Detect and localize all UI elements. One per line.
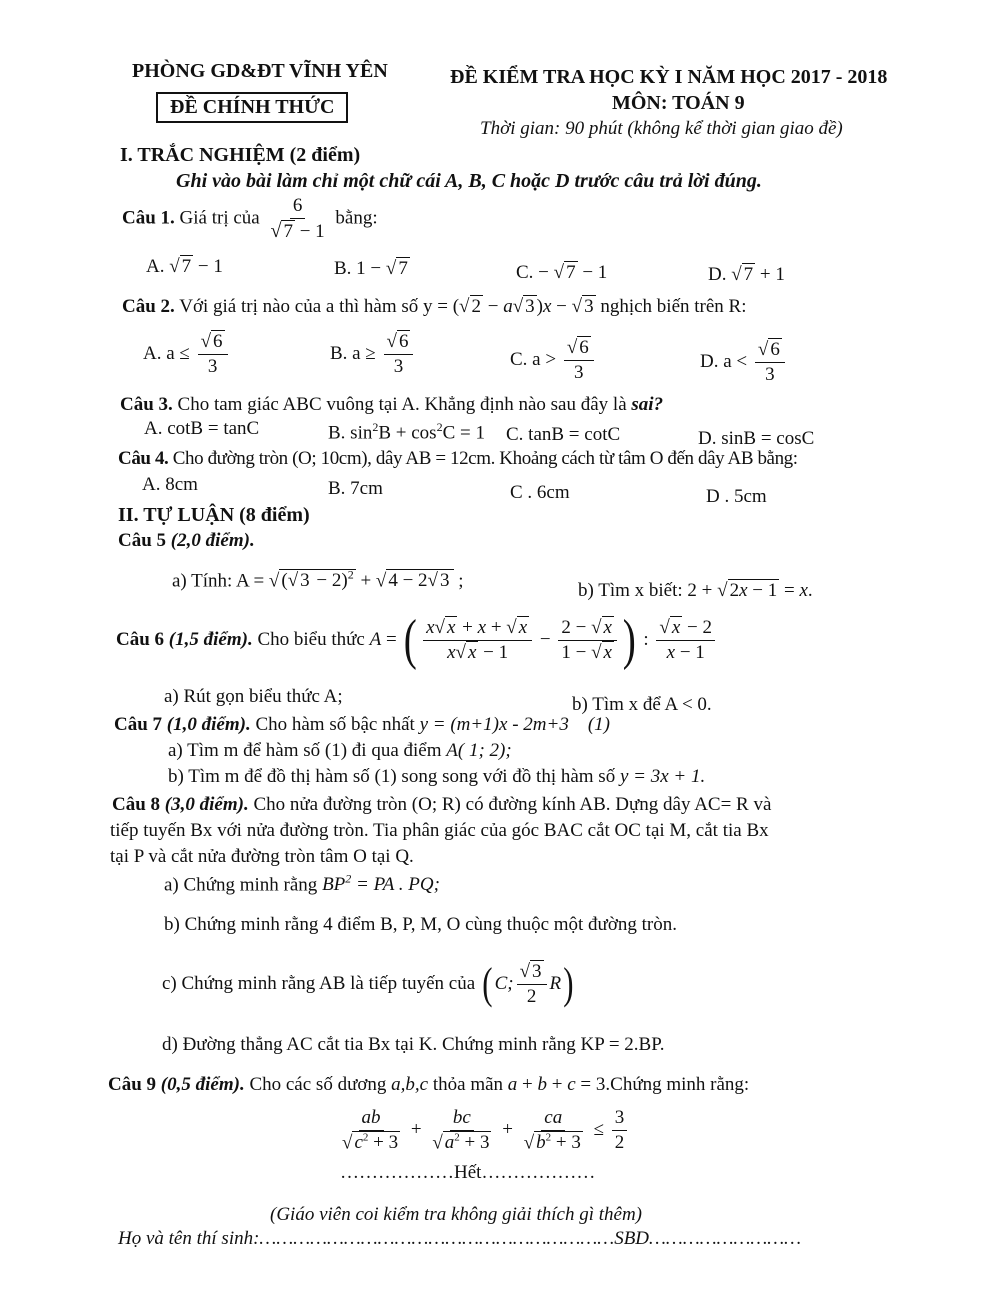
q8-part-a: a) Chứng minh rằng $BP^2$ = PA . PQ; — [164, 872, 440, 896]
q1-option-d: D. √ 7 + 1 — [708, 264, 785, 285]
q2-option-b: B. a ≥ $\frac{√ 6}{3}$ — [330, 332, 416, 377]
question-5-title: Câu 5 (2,0 điểm). — [118, 530, 255, 551]
question-6: Câu 6 (1,5 điểm). Cho biểu thức A = ( $\frac{x√ x + x + √ x}{x√ x - 1}$ − $\frac{2 - √ x}{1 - √ x}$ ) : $\frac{√ x - 2}{x - 1}$ — [116, 618, 718, 663]
question-3: Câu 3. Cho tam giác ABC vuông tại A. Khẳng định nào sau đây là sai? — [120, 394, 664, 415]
q1-option-b: B. 1 − √ 7 — [334, 258, 408, 279]
part1-title: I. TRẮC NGHIỆM (2 điểm) — [120, 144, 361, 166]
question-2: Câu 2. Với giá trị nào của a thì hàm số y = (√ 2 − a√ 3 )x − √ 3 nghịch biến trên R: — [122, 296, 747, 317]
q4-option-c: C . 6cm — [510, 482, 570, 503]
q5-part-b: b) Tìm x biết: 2 + √ 2x − 1 = x. — [578, 580, 813, 601]
question-8-line2: tiếp tuyến Bx với nửa đường tròn. Tia phân giác của góc BAC cắt OC tại M, cắt tia Bx — [110, 820, 769, 841]
official-stamp: ĐỀ CHÍNH THỨC — [156, 92, 348, 123]
part2-title: II. TỰ LUẬN (8 điểm) — [118, 504, 310, 526]
question-7: Câu 7 (1,0 điểm). Cho hàm số bậc nhất y = (m+1)x - 2m+3 (1) — [114, 714, 610, 735]
time-limit: Thời gian: 90 phút (không kể thời gian giao đề) — [480, 118, 843, 139]
q9-inequality: $\frac{ab}{√ c^2 + 3}$ + $\frac{bc}{√ a^2 + 3}$ + $\frac{ca}{√ b^2 + 3}$ ≤ $\frac{3}{2}$ — [336, 1108, 630, 1153]
exam-title: ĐỀ KIỂM TRA HỌC KỲ I NĂM HỌC 2017 - 2018 — [450, 66, 888, 88]
q4-option-a: A. 8cm — [142, 474, 198, 495]
q4-option-b: B. 7cm — [328, 478, 383, 499]
q3-option-c: C. tanB = cotC — [506, 424, 621, 445]
q8-part-b: b) Chứng minh rằng 4 điểm B, P, M, O cùng thuộc một đường tròn. — [164, 914, 678, 935]
question-1: Câu 1. Giá trị của $\frac{6}{√ 7 - 1}$ bằng: — [122, 195, 378, 242]
q3-option-b: B. $\sin^2B + \cos^2C = 1$ — [328, 420, 485, 444]
q1-option-c: C. − √ 7 − 1 — [516, 262, 608, 283]
q2-option-d: D. a < $\frac{√ 6}{3}$ — [700, 340, 788, 385]
q8-part-c: c) Chứng minh rằng AB là tiếp tuyến của ( C; $\frac{√ 3}{2}$ R) — [162, 959, 574, 1009]
q7-part-a: a) Tìm m để hàm số (1) đi qua điểm A( 1; 2); — [168, 740, 512, 761]
student-info-line: Họ và tên thí sinh:………………………………………………………SBD……………………… — [118, 1228, 802, 1249]
q4-option-d: D . 5cm — [706, 486, 767, 507]
end-marker: ………………Hết……………… — [340, 1162, 596, 1183]
q5-part-a: a) Tính: A = √ (√ 3 − 2)$^2$ + √ 4 − 2√ 3 ; — [172, 568, 464, 592]
q7-part-b: b) Tìm m để đồ thị hàm số (1) song song với đồ thị hàm số y = 3x + 1. — [168, 766, 706, 787]
subject: MÔN: TOÁN 9 — [612, 92, 745, 114]
question-8-line1: Câu 8 (3,0 điểm). Cho nửa đường tròn (O; R) có đường kính AB. Dựng dây AC= R và — [112, 794, 772, 815]
q6-part-b: b) Tìm x để A < 0. — [572, 694, 712, 715]
q1-option-a: A. √ 7 − 1 — [146, 256, 223, 277]
question-8-line3: tại P và cắt nửa đường tròn tâm O tại Q. — [110, 846, 414, 867]
q3-option-a: A. cotB = tanC — [144, 418, 260, 439]
q6-part-a: a) Rút gọn biểu thức A; — [164, 686, 343, 707]
q2-option-a: A. a ≤ $\frac{√ 6}{3}$ — [143, 332, 231, 377]
q2-option-c: C. a > $\frac{√ 6}{3}$ — [510, 338, 597, 383]
office-name: PHÒNG GD&ĐT VĨNH YÊN — [132, 60, 388, 82]
question-4: Câu 4. Cho đường tròn (O; 10cm), dây AB = 12cm. Khoảng cách từ tâm O đến dây AB bằng: — [118, 448, 798, 469]
q8-part-d: d) Đường thẳng AC cắt tia Bx tại K. Chứng minh rằng KP = 2.BP. — [162, 1034, 665, 1055]
part1-instruction: Ghi vào bài làm chỉ một chữ cái A, B, C hoặc D trước câu trả lời đúng. — [176, 170, 762, 192]
question-9: Câu 9 (0,5 điểm). Cho các số dương a,b,c thỏa mãn a + b + c = 3.Chứng minh rằng: — [108, 1074, 750, 1095]
q3-option-d: D. sinB = cosC — [698, 428, 815, 449]
proctor-note: (Giáo viên coi kiểm tra không giải thích gì thêm) — [270, 1204, 642, 1225]
